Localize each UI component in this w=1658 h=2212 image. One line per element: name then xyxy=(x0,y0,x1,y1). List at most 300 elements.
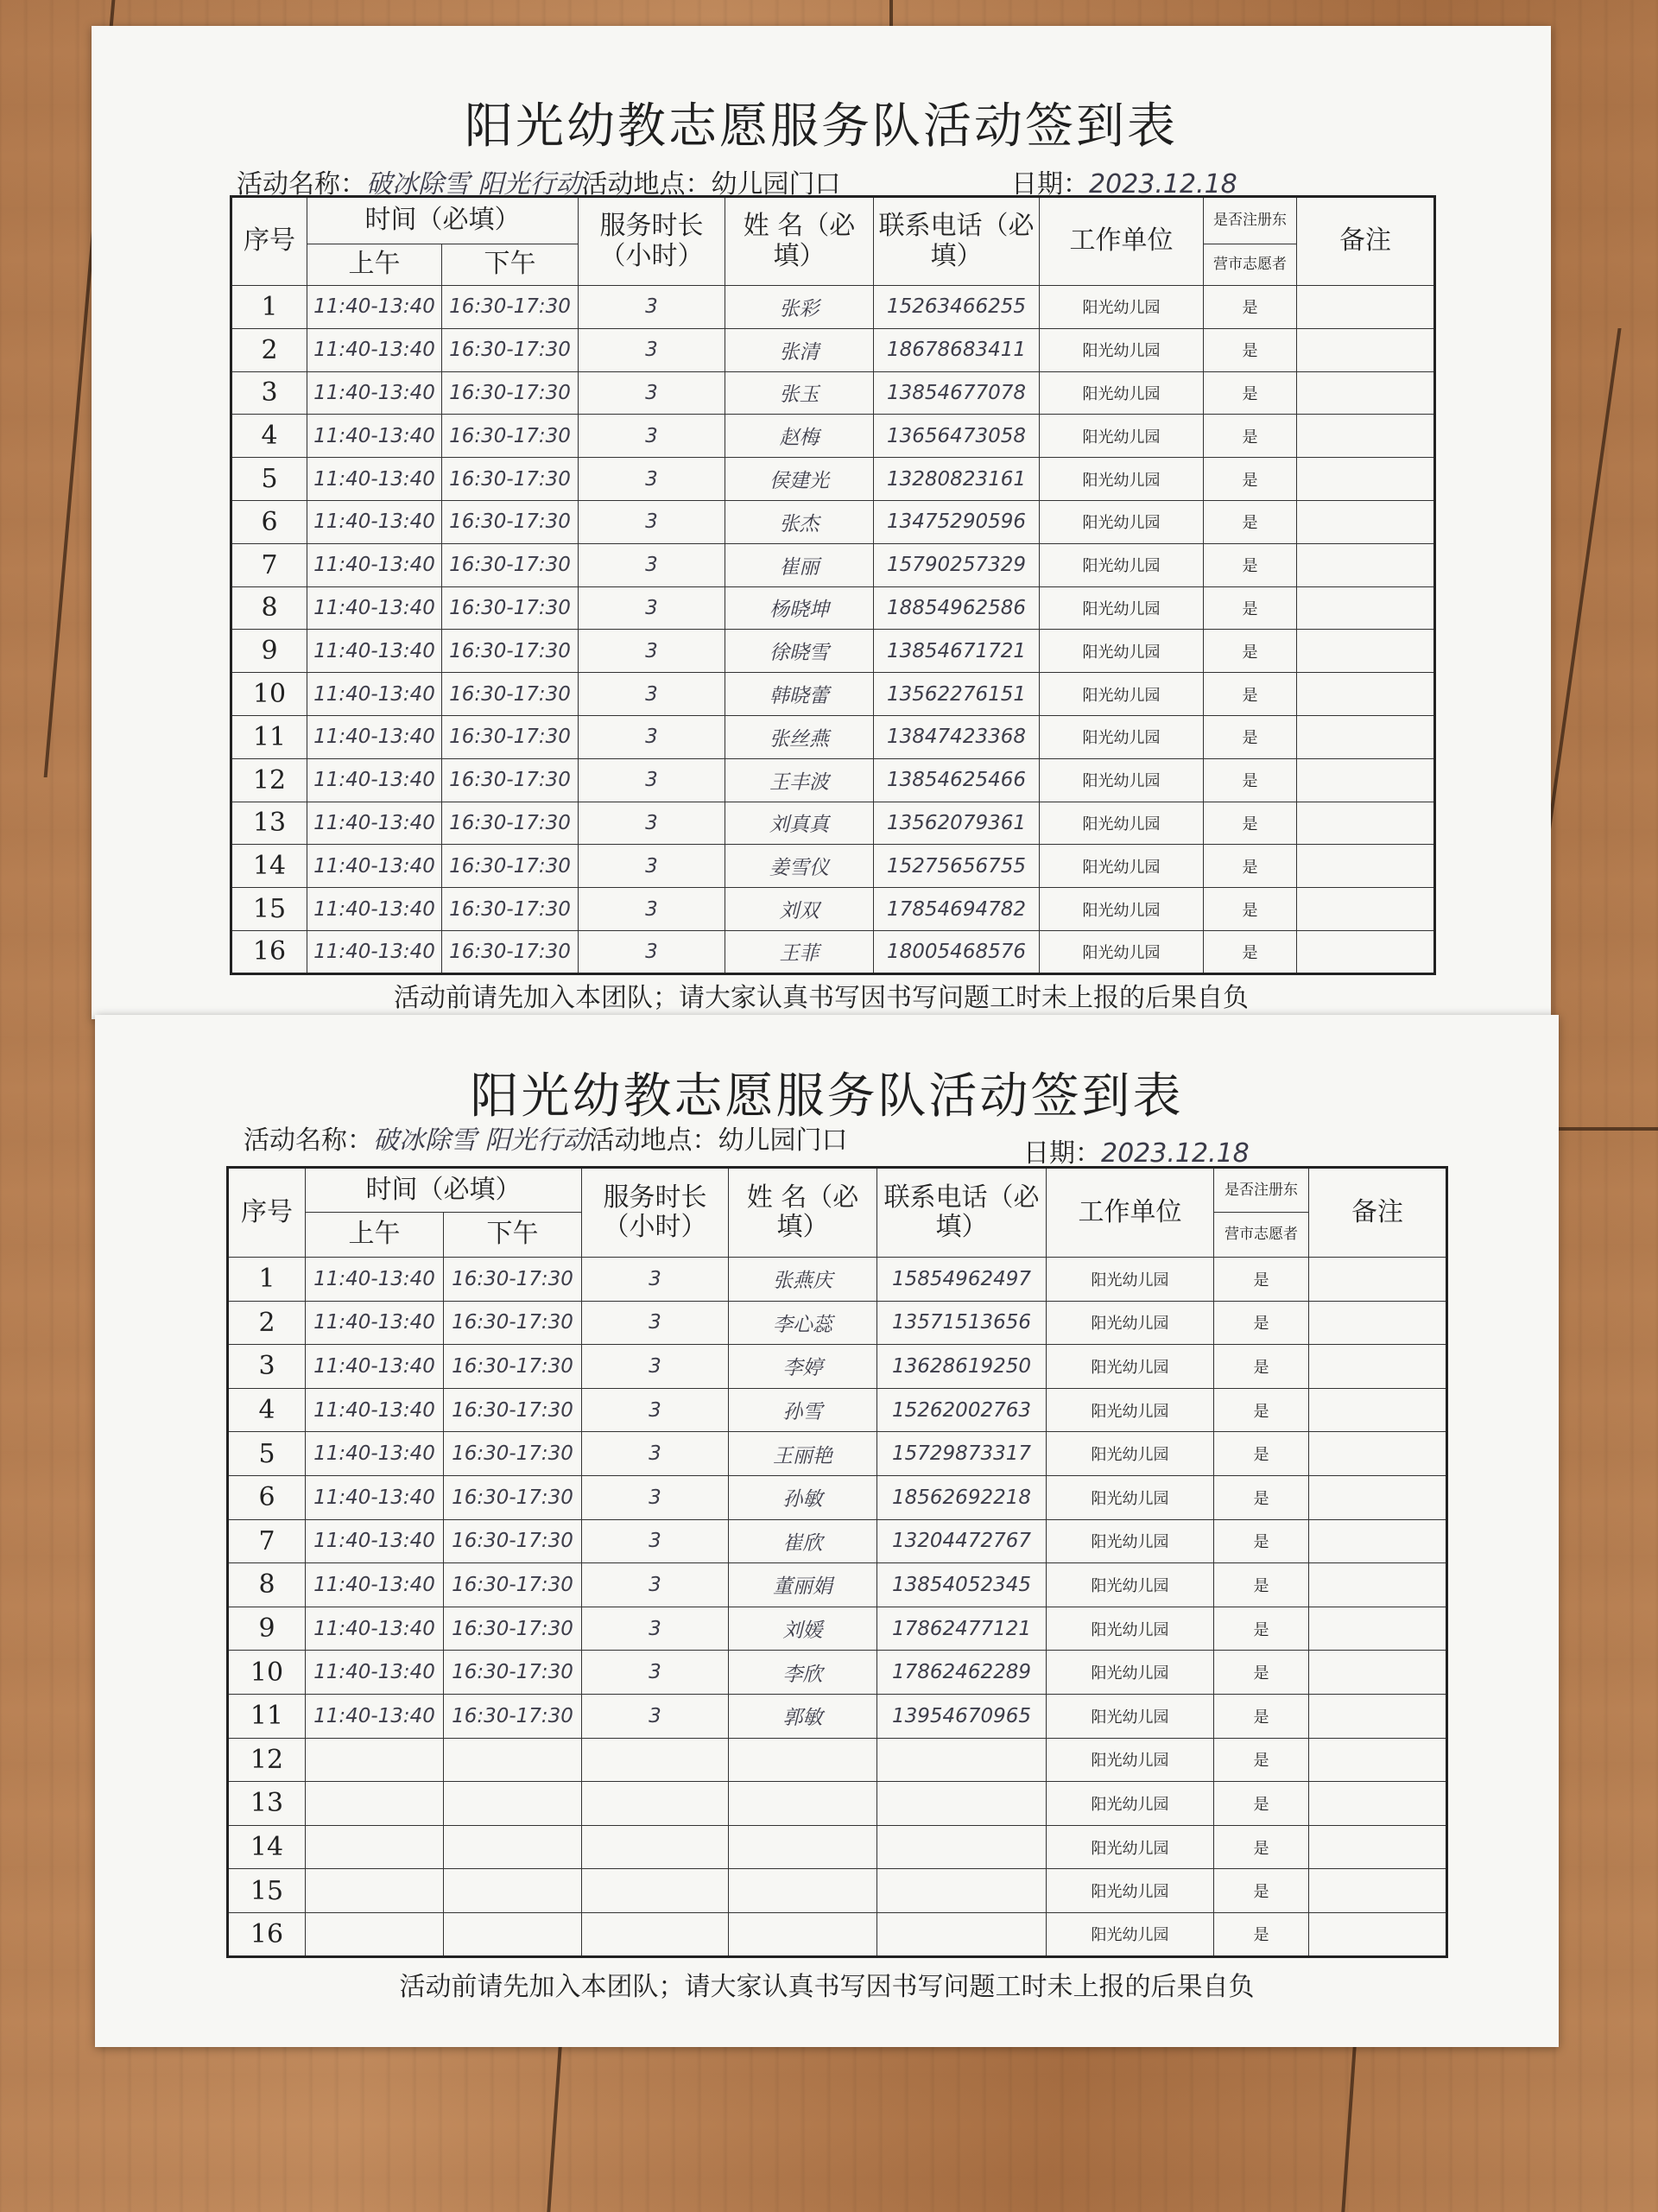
phone-number: 18854962586 xyxy=(874,586,1040,630)
phone-number: 15275656755 xyxy=(874,845,1040,888)
registered-status: 是 xyxy=(1204,458,1297,501)
volunteer-name: 孙雪 xyxy=(729,1388,877,1432)
registered-status: 是 xyxy=(1214,1432,1309,1476)
table-row xyxy=(231,371,1435,415)
table-row xyxy=(231,758,1435,802)
note-cell xyxy=(1297,758,1435,802)
pm-time: 16:30-17:30 xyxy=(444,1388,582,1432)
phone-number: 13854677078 xyxy=(874,371,1040,415)
service-hours: 3 xyxy=(582,1607,729,1651)
work-unit: 阳光幼儿园 xyxy=(1047,1388,1214,1432)
service-hours: 3 xyxy=(582,1301,729,1345)
service-hours: 3 xyxy=(579,930,725,973)
date-label: 日期： xyxy=(1011,169,1089,200)
work-unit: 阳光幼儿园 xyxy=(1040,415,1204,458)
header-hours: 服务时长（小时） xyxy=(582,1168,729,1258)
registered-status: 是 xyxy=(1214,1738,1309,1782)
volunteer-name: 崔欣 xyxy=(729,1519,877,1563)
phone-number: 13954670965 xyxy=(877,1694,1047,1738)
volunteer-name xyxy=(729,1738,877,1782)
table-row xyxy=(228,1475,1447,1519)
note-cell xyxy=(1297,415,1435,458)
volunteer-name: 赵梅 xyxy=(725,415,874,458)
table-row xyxy=(228,1694,1447,1738)
registered-status: 是 xyxy=(1214,1869,1309,1913)
row-number: 13 xyxy=(231,802,307,845)
am-time xyxy=(306,1782,444,1826)
row-number: 7 xyxy=(231,543,307,586)
table-row xyxy=(228,1345,1447,1389)
registered-status: 是 xyxy=(1214,1607,1309,1651)
sign-in-sheet-1 xyxy=(92,26,1551,1019)
pm-time xyxy=(444,1738,582,1782)
am-time: 11:40-13:40 xyxy=(307,286,442,329)
phone-number: 18005468576 xyxy=(874,930,1040,973)
work-unit: 阳光幼儿园 xyxy=(1040,802,1204,845)
table-row xyxy=(228,1301,1447,1345)
table-row xyxy=(231,543,1435,586)
note-cell xyxy=(1309,1301,1447,1345)
note-cell xyxy=(1297,286,1435,329)
row-number: 14 xyxy=(228,1825,306,1869)
phone-number: 15790257329 xyxy=(874,543,1040,586)
activity-name-label: 活动名称： xyxy=(244,1125,373,1156)
note-cell xyxy=(1309,1345,1447,1389)
registered-status: 是 xyxy=(1204,930,1297,973)
pm-time: 16:30-17:30 xyxy=(442,500,579,543)
row-number: 3 xyxy=(228,1345,306,1389)
table-row xyxy=(228,1388,1447,1432)
note-cell xyxy=(1297,543,1435,586)
service-hours xyxy=(582,1825,729,1869)
row-number: 8 xyxy=(228,1563,306,1607)
activity-info xyxy=(244,1119,848,1157)
phone-number: 13628619250 xyxy=(877,1345,1047,1389)
table-row xyxy=(231,415,1435,458)
header-registered-2: 营市志愿者 xyxy=(1214,1213,1309,1258)
service-hours: 3 xyxy=(579,543,725,586)
pm-time xyxy=(444,1912,582,1956)
volunteer-name: 李心蕊 xyxy=(729,1301,877,1345)
phone-number: 17862462289 xyxy=(877,1651,1047,1695)
row-number: 15 xyxy=(228,1869,306,1913)
floor-seam xyxy=(1341,2047,1356,2212)
volunteer-name: 侯建光 xyxy=(725,458,874,501)
sign-in-sheet-2 xyxy=(95,1015,1559,2047)
registered-status: 是 xyxy=(1214,1651,1309,1695)
row-number: 14 xyxy=(231,845,307,888)
volunteer-name: 杨晓坤 xyxy=(725,586,874,630)
volunteer-name: 崔丽 xyxy=(725,543,874,586)
registered-status: 是 xyxy=(1214,1825,1309,1869)
header-registered-2: 营市志愿者 xyxy=(1204,244,1297,286)
registered-status: 是 xyxy=(1204,500,1297,543)
work-unit: 阳光幼儿园 xyxy=(1040,715,1204,758)
floor-seam xyxy=(1554,1127,1658,1131)
am-time: 11:40-13:40 xyxy=(307,888,442,931)
registered-status: 是 xyxy=(1214,1475,1309,1519)
activity-name-label: 活动名称： xyxy=(237,169,366,200)
note-cell xyxy=(1297,845,1435,888)
work-unit: 阳光幼儿园 xyxy=(1047,1475,1214,1519)
phone-number xyxy=(877,1912,1047,1956)
service-hours: 3 xyxy=(582,1388,729,1432)
am-time: 11:40-13:40 xyxy=(307,630,442,673)
note-cell xyxy=(1309,1258,1447,1302)
volunteer-name: 李婷 xyxy=(729,1345,877,1389)
registered-status: 是 xyxy=(1204,888,1297,931)
registered-status: 是 xyxy=(1214,1519,1309,1563)
header-pm: 下午 xyxy=(444,1213,582,1258)
pm-time xyxy=(444,1825,582,1869)
phone-number: 13204472767 xyxy=(877,1519,1047,1563)
volunteer-name xyxy=(729,1825,877,1869)
service-hours: 3 xyxy=(582,1563,729,1607)
registered-status: 是 xyxy=(1204,758,1297,802)
note-cell xyxy=(1297,673,1435,716)
pm-time: 16:30-17:30 xyxy=(442,458,579,501)
volunteer-name: 张彩 xyxy=(725,286,874,329)
volunteer-name xyxy=(729,1869,877,1913)
note-cell xyxy=(1297,500,1435,543)
registered-status: 是 xyxy=(1214,1388,1309,1432)
work-unit: 阳光幼儿园 xyxy=(1040,500,1204,543)
header-time: 时间（必填） xyxy=(307,197,579,244)
am-time: 11:40-13:40 xyxy=(306,1388,444,1432)
row-number: 12 xyxy=(231,758,307,802)
pm-time: 16:30-17:30 xyxy=(444,1519,582,1563)
row-number: 10 xyxy=(228,1651,306,1695)
work-unit: 阳光幼儿园 xyxy=(1040,286,1204,329)
table-row xyxy=(231,500,1435,543)
service-hours: 3 xyxy=(579,630,725,673)
pm-time: 16:30-17:30 xyxy=(442,415,579,458)
registered-status: 是 xyxy=(1214,1258,1309,1302)
pm-time: 16:30-17:30 xyxy=(442,802,579,845)
volunteer-name: 孙敏 xyxy=(729,1475,877,1519)
work-unit: 阳光幼儿园 xyxy=(1040,673,1204,716)
table-row xyxy=(228,1432,1447,1476)
volunteer-name: 王丽艳 xyxy=(729,1432,877,1476)
location-label: 活动地点： xyxy=(588,1125,718,1156)
registered-status: 是 xyxy=(1204,845,1297,888)
work-unit: 阳光幼儿园 xyxy=(1047,1651,1214,1695)
phone-number: 13571513656 xyxy=(877,1301,1047,1345)
sign-in-table xyxy=(226,1166,1448,1958)
floor-seam xyxy=(547,2047,561,2212)
service-hours: 3 xyxy=(582,1519,729,1563)
sheet-footer: 活动前请先加入本团队；请大家认真书写因书写问题工时未上报的后果自负 xyxy=(394,983,1249,1013)
am-time: 11:40-13:40 xyxy=(307,673,442,716)
service-hours: 3 xyxy=(579,715,725,758)
row-number: 12 xyxy=(228,1738,306,1782)
row-number: 11 xyxy=(228,1694,306,1738)
volunteer-name: 刘真真 xyxy=(725,802,874,845)
pm-time: 16:30-17:30 xyxy=(442,286,579,329)
service-hours: 3 xyxy=(579,286,725,329)
pm-time: 16:30-17:30 xyxy=(444,1432,582,1476)
am-time: 11:40-13:40 xyxy=(307,371,442,415)
sheet-title: 阳光幼教志愿服务队活动签到表 xyxy=(465,98,1178,155)
note-cell xyxy=(1297,888,1435,931)
note-cell xyxy=(1309,1738,1447,1782)
work-unit: 阳光幼儿园 xyxy=(1047,1432,1214,1476)
service-hours: 3 xyxy=(579,371,725,415)
table-row xyxy=(228,1258,1447,1302)
pm-time: 16:30-17:30 xyxy=(442,758,579,802)
work-unit: 阳光幼儿园 xyxy=(1047,1301,1214,1345)
pm-time: 16:30-17:30 xyxy=(442,543,579,586)
note-cell xyxy=(1297,715,1435,758)
am-time: 11:40-13:40 xyxy=(306,1563,444,1607)
work-unit: 阳光幼儿园 xyxy=(1040,543,1204,586)
note-cell xyxy=(1309,1475,1447,1519)
am-time: 11:40-13:40 xyxy=(307,586,442,630)
am-time: 11:40-13:40 xyxy=(307,715,442,758)
am-time xyxy=(306,1869,444,1913)
date: 2023.12.18 xyxy=(1089,169,1237,200)
am-time: 11:40-13:40 xyxy=(306,1475,444,1519)
volunteer-name: 董丽娟 xyxy=(729,1563,877,1607)
table-row xyxy=(228,1825,1447,1869)
header-seq: 序号 xyxy=(231,197,307,286)
am-time: 11:40-13:40 xyxy=(307,328,442,371)
work-unit: 阳光幼儿园 xyxy=(1047,1738,1214,1782)
pm-time: 16:30-17:30 xyxy=(444,1607,582,1651)
row-number: 2 xyxy=(231,328,307,371)
service-hours xyxy=(582,1782,729,1826)
pm-time: 16:30-17:30 xyxy=(442,586,579,630)
row-number: 6 xyxy=(231,500,307,543)
note-cell xyxy=(1309,1651,1447,1695)
phone-number: 13280823161 xyxy=(874,458,1040,501)
work-unit: 阳光幼儿园 xyxy=(1040,586,1204,630)
phone-number: 13847423368 xyxy=(874,715,1040,758)
phone-number: 13854671721 xyxy=(874,630,1040,673)
row-number: 6 xyxy=(228,1475,306,1519)
header-hours: 服务时长（小时） xyxy=(579,197,725,286)
registered-status: 是 xyxy=(1204,415,1297,458)
volunteer-name: 刘媛 xyxy=(729,1607,877,1651)
date: 2023.12.18 xyxy=(1101,1138,1250,1169)
row-number: 1 xyxy=(228,1258,306,1302)
volunteer-name: 徐晓雪 xyxy=(725,630,874,673)
table-row xyxy=(228,1912,1447,1956)
note-cell xyxy=(1297,371,1435,415)
work-unit: 阳光幼儿园 xyxy=(1047,1607,1214,1651)
header-time: 时间（必填） xyxy=(306,1168,582,1213)
work-unit: 阳光幼儿园 xyxy=(1040,845,1204,888)
am-time xyxy=(306,1738,444,1782)
registered-status: 是 xyxy=(1204,715,1297,758)
volunteer-name xyxy=(729,1912,877,1956)
am-time: 11:40-13:40 xyxy=(306,1432,444,1476)
work-unit: 阳光幼儿园 xyxy=(1047,1782,1214,1826)
header-am: 上午 xyxy=(306,1213,444,1258)
table-row xyxy=(231,586,1435,630)
header-note: 备注 xyxy=(1297,197,1435,286)
header-seq: 序号 xyxy=(228,1168,306,1258)
registered-status: 是 xyxy=(1214,1301,1309,1345)
registered-status: 是 xyxy=(1204,328,1297,371)
header-am: 上午 xyxy=(307,244,442,286)
registered-status: 是 xyxy=(1204,802,1297,845)
phone-number: 17854694782 xyxy=(874,888,1040,931)
registered-status: 是 xyxy=(1204,371,1297,415)
work-unit: 阳光幼儿园 xyxy=(1047,1258,1214,1302)
header-pm: 下午 xyxy=(442,244,579,286)
pm-time: 16:30-17:30 xyxy=(444,1475,582,1519)
table-row xyxy=(231,630,1435,673)
volunteer-name: 韩晓蕾 xyxy=(725,673,874,716)
phone-number: 15729873317 xyxy=(877,1432,1047,1476)
pm-time: 16:30-17:30 xyxy=(442,845,579,888)
registered-status: 是 xyxy=(1214,1912,1309,1956)
phone-number: 13854625466 xyxy=(874,758,1040,802)
registered-status: 是 xyxy=(1204,673,1297,716)
row-number: 3 xyxy=(231,371,307,415)
header-registered-1: 是否注册东 xyxy=(1204,197,1297,244)
location-label: 活动地点： xyxy=(581,169,712,200)
work-unit: 阳光幼儿园 xyxy=(1040,888,1204,931)
note-cell xyxy=(1297,802,1435,845)
pm-time: 16:30-17:30 xyxy=(444,1258,582,1302)
service-hours: 3 xyxy=(582,1475,729,1519)
header-phone: 联系电话（必填） xyxy=(877,1168,1047,1258)
phone-number: 13475290596 xyxy=(874,500,1040,543)
table-row xyxy=(228,1869,1447,1913)
note-cell xyxy=(1309,1869,1447,1913)
row-number: 4 xyxy=(228,1388,306,1432)
phone-number xyxy=(877,1825,1047,1869)
phone-number: 13854052345 xyxy=(877,1563,1047,1607)
volunteer-name: 刘双 xyxy=(725,888,874,931)
note-cell xyxy=(1309,1519,1447,1563)
am-time xyxy=(306,1825,444,1869)
phone-number: 13562079361 xyxy=(874,802,1040,845)
pm-time: 16:30-17:30 xyxy=(444,1694,582,1738)
phone-number xyxy=(877,1869,1047,1913)
activity-name: 破冰除雪 阳光行动 xyxy=(373,1125,589,1156)
table-row xyxy=(228,1738,1447,1782)
pm-time: 16:30-17:30 xyxy=(442,328,579,371)
floor-seam xyxy=(1542,328,1621,864)
volunteer-name: 张丝燕 xyxy=(725,715,874,758)
am-time: 11:40-13:40 xyxy=(306,1519,444,1563)
header-phone: 联系电话（必填） xyxy=(874,197,1040,286)
am-time: 11:40-13:40 xyxy=(307,930,442,973)
service-hours: 3 xyxy=(579,458,725,501)
volunteer-name: 李欣 xyxy=(729,1651,877,1695)
am-time: 11:40-13:40 xyxy=(307,415,442,458)
volunteer-name: 王丰波 xyxy=(725,758,874,802)
phone-number: 15263466255 xyxy=(874,286,1040,329)
work-unit: 阳光幼儿园 xyxy=(1047,1912,1214,1956)
header-unit: 工作单位 xyxy=(1040,197,1204,286)
work-unit: 阳光幼儿园 xyxy=(1040,371,1204,415)
header-note: 备注 xyxy=(1309,1168,1447,1258)
volunteer-name: 张燕庆 xyxy=(729,1258,877,1302)
phone-number: 15262002763 xyxy=(877,1388,1047,1432)
service-hours: 3 xyxy=(582,1694,729,1738)
note-cell xyxy=(1297,630,1435,673)
note-cell xyxy=(1309,1912,1447,1956)
work-unit: 阳光幼儿园 xyxy=(1047,1694,1214,1738)
work-unit: 阳光幼儿园 xyxy=(1040,758,1204,802)
pm-time: 16:30-17:30 xyxy=(442,715,579,758)
work-unit: 阳光幼儿园 xyxy=(1040,630,1204,673)
row-number: 5 xyxy=(228,1432,306,1476)
service-hours: 3 xyxy=(579,415,725,458)
registered-status: 是 xyxy=(1204,630,1297,673)
table-row xyxy=(228,1563,1447,1607)
pm-time xyxy=(444,1782,582,1826)
note-cell xyxy=(1309,1563,1447,1607)
work-unit: 阳光幼儿园 xyxy=(1040,328,1204,371)
work-unit: 阳光幼儿园 xyxy=(1047,1869,1214,1913)
pm-time: 16:30-17:30 xyxy=(442,371,579,415)
note-cell xyxy=(1309,1782,1447,1826)
row-number: 4 xyxy=(231,415,307,458)
row-number: 10 xyxy=(231,673,307,716)
am-time: 11:40-13:40 xyxy=(307,802,442,845)
row-number: 15 xyxy=(231,888,307,931)
pm-time: 16:30-17:30 xyxy=(444,1563,582,1607)
service-hours: 3 xyxy=(579,673,725,716)
table-row xyxy=(228,1519,1447,1563)
table-row xyxy=(228,1651,1447,1695)
pm-time: 16:30-17:30 xyxy=(444,1301,582,1345)
phone-number: 13562276151 xyxy=(874,673,1040,716)
header-name: 姓 名（必填） xyxy=(725,197,874,286)
phone-number: 15854962497 xyxy=(877,1258,1047,1302)
phone-number: 18678683411 xyxy=(874,328,1040,371)
am-time: 11:40-13:40 xyxy=(307,845,442,888)
note-cell xyxy=(1309,1825,1447,1869)
work-unit: 阳光幼儿园 xyxy=(1047,1563,1214,1607)
table-row xyxy=(231,802,1435,845)
work-unit: 阳光幼儿园 xyxy=(1047,1345,1214,1389)
date-label: 日期： xyxy=(1023,1138,1101,1169)
row-number: 13 xyxy=(228,1782,306,1826)
note-cell xyxy=(1309,1694,1447,1738)
am-time: 11:40-13:40 xyxy=(306,1301,444,1345)
row-number: 8 xyxy=(231,586,307,630)
table-row xyxy=(231,715,1435,758)
am-time: 11:40-13:40 xyxy=(306,1345,444,1389)
am-time: 11:40-13:40 xyxy=(306,1258,444,1302)
service-hours: 3 xyxy=(582,1345,729,1389)
service-hours: 3 xyxy=(579,500,725,543)
work-unit: 阳光幼儿园 xyxy=(1047,1519,1214,1563)
table-row xyxy=(228,1607,1447,1651)
service-hours: 3 xyxy=(582,1651,729,1695)
registered-status: 是 xyxy=(1204,543,1297,586)
row-number: 9 xyxy=(228,1607,306,1651)
volunteer-name: 姜雪仪 xyxy=(725,845,874,888)
am-time: 11:40-13:40 xyxy=(306,1651,444,1695)
registered-status: 是 xyxy=(1214,1694,1309,1738)
service-hours xyxy=(582,1738,729,1782)
row-number: 16 xyxy=(231,930,307,973)
volunteer-name: 张清 xyxy=(725,328,874,371)
pm-time: 16:30-17:30 xyxy=(442,888,579,931)
am-time xyxy=(306,1912,444,1956)
row-number: 2 xyxy=(228,1301,306,1345)
pm-time: 16:30-17:30 xyxy=(444,1345,582,1389)
am-time: 11:40-13:40 xyxy=(307,543,442,586)
table-row xyxy=(231,328,1435,371)
